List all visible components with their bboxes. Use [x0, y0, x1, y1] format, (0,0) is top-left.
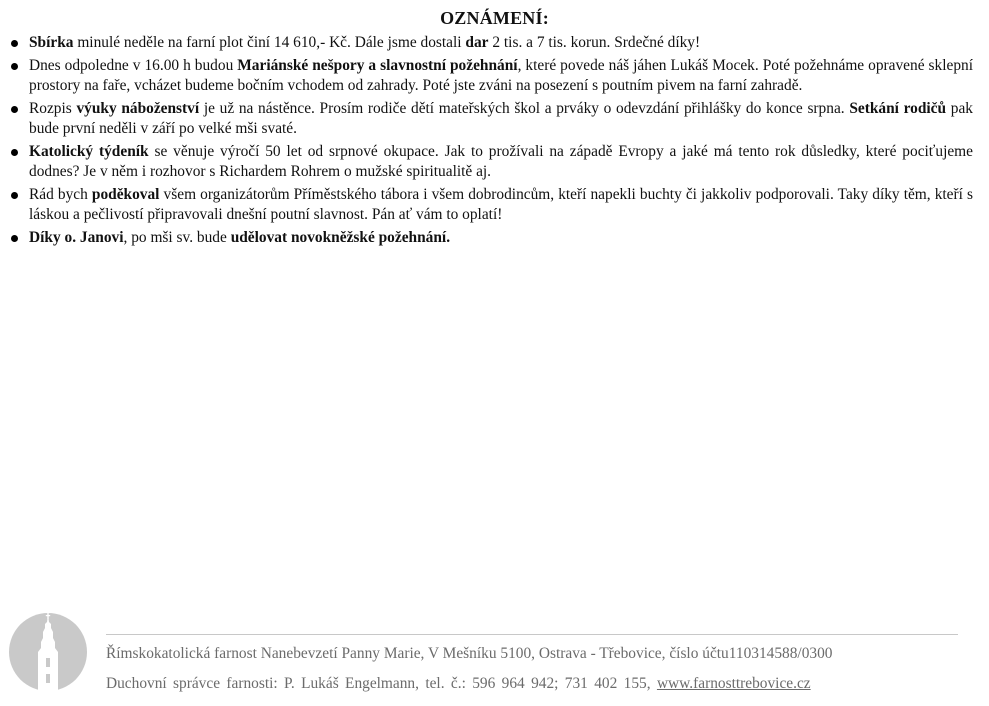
announcement-list: [10, 33, 973, 250]
announcement-item: [10, 56, 973, 97]
announcement-emphasis: poděkoval: [91, 185, 160, 203]
announcement-text: , po mši sv. bude: [123, 228, 231, 246]
announcement-emphasis: Sbírka: [29, 34, 74, 51]
footer-contact: [106, 675, 811, 693]
bullet-icon: [11, 235, 18, 242]
bullet-icon: [11, 149, 18, 156]
announcement-item: [10, 228, 973, 249]
announcement-item: [10, 33, 973, 54]
announcement-text: minulé neděle na farní plot činí 14 610,- Kč. Dále jsme dostali: [73, 34, 466, 51]
announcement-item: [10, 185, 973, 226]
bullet-icon: [11, 40, 18, 47]
announcement-text: pak bude první neděli v září po velké mši svaté.: [29, 99, 973, 137]
bullet-icon: [11, 106, 18, 113]
announcement-text: 2 tis. a 7 tis. korun. Srdečné díky!: [488, 34, 701, 51]
announcement-emphasis: Mariánské nešpory a slavnostní požehnání: [237, 56, 518, 74]
announcement-emphasis: dar: [465, 34, 489, 51]
announcement-emphasis: výuky náboženství: [76, 99, 200, 117]
announcement-item: [10, 142, 973, 183]
announcement-text: je už na nástěnce. Prosím rodiče dětí mateřských škol a prváky o odevzdání přihlášky do konce srpna.: [199, 99, 850, 117]
announcement-emphasis: Setkání rodičů: [849, 99, 947, 117]
footer-address: Římskokatolická farnost Nanebevzetí Panny Marie, V Mešníku 5100, Ostrava - Třebovice, číslo účtu110314588/0300: [106, 645, 833, 662]
announcement-item: [10, 99, 973, 140]
footer-divider: [106, 634, 958, 635]
announcement-emphasis: udělovat novokněžské požehnání.: [230, 228, 451, 246]
announcement-text: Rád bych: [29, 185, 92, 203]
bullet-icon: [11, 63, 18, 70]
announcement-emphasis: Díky o. Janovi: [29, 228, 124, 246]
bullet-icon: [11, 192, 18, 199]
website-link[interactable]: www.farnosttrebovice.cz: [656, 675, 811, 692]
announcement-text: Dnes odpoledne v 16.00 h budou: [29, 56, 238, 74]
announcement-text: Rozpis: [29, 99, 77, 117]
announcement-text: všem organizátorům Příměstského tábora i všem dobrodincům, kteří napekli buchty či jakkoliv podporovali. Taky díky těm, kteří s láskou a pečlivostí připravovali dnešní poutní slavnost. Pán ať vám to oplatí!: [29, 185, 973, 223]
announcement-text: , které povede náš jáhen Lukáš Mocek. Poté požehnáme opravené sklepní prostory na faře, vcházet budeme bočním vchodem od zahrady. Poté jste zváni na posezení s poutním pivem na farní zahradě.: [29, 56, 974, 94]
announcement-emphasis: Katolický týdeník: [29, 142, 149, 160]
footer-contact-text: Duchovní správce farnosti: P. Lukáš Engelmann, tel. č.: 596 964 942; 731 402 155,: [106, 675, 657, 692]
page-title: OZNÁMENÍ:: [440, 8, 549, 28]
announcement-text: se věnuje výročí 50 let od srpnové okupace. Jak to prožívali na západě Evropy a jaké má tento rok důsledky, které pociťujeme dodnes? Je v něm i rozhovor s Richardem Rohrem o mužské spiritualitě aj.: [29, 142, 973, 180]
church-tower-logo-icon: [8, 612, 88, 692]
